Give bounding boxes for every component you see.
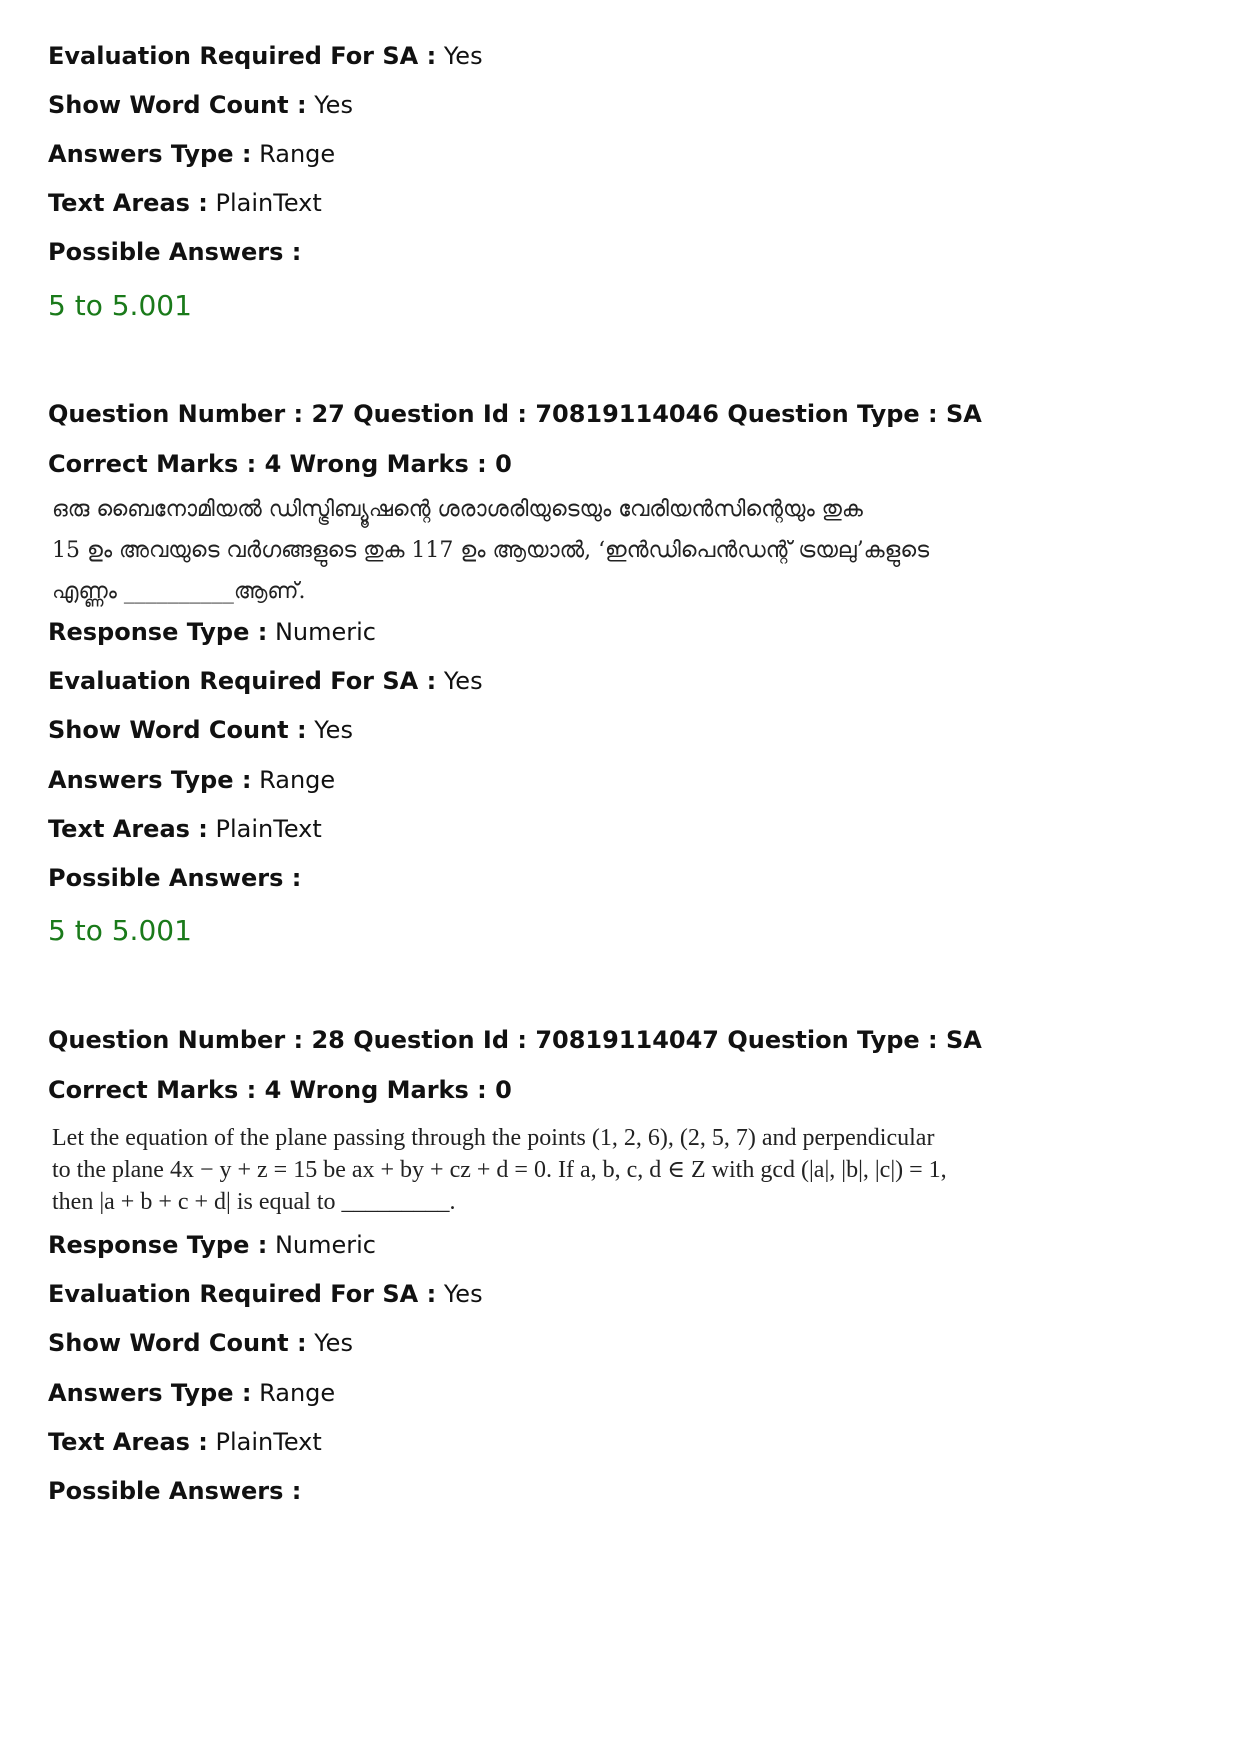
question-marks: Correct Marks : 4 Wrong Marks : 0 [48, 1076, 512, 1104]
text-areas-row: Text Areas : PlainText [48, 815, 322, 843]
response-type-row: Response Type : Numeric [48, 618, 376, 646]
possible-answer-value: 5 to 5.001 [48, 289, 192, 322]
answers-type-row: Answers Type : Range [48, 140, 336, 168]
evaluation-required-row: Evaluation Required For SA : Yes [48, 42, 483, 70]
answers-type-row: Answers Type : Range [48, 1379, 336, 1407]
possible-answers-label: Possible Answers : [48, 864, 302, 892]
evaluation-required-row: Evaluation Required For SA : Yes [48, 667, 483, 695]
question-text-line: ഒരു ബൈനോമിയൽ ഡിസ്ട്രിബ്യൂഷന്റെ ശരാശരിയുടെയും വേരിയൻസിന്റെയും തുക [52, 497, 863, 522]
question-header: Question Number : 27 Question Id : 70819114046 Question Type : SA [48, 400, 982, 428]
show-word-count-row: Show Word Count : Yes [48, 1329, 353, 1357]
question-header: Question Number : 28 Question Id : 70819114047 Question Type : SA [48, 1026, 982, 1054]
show-word-count-row: Show Word Count : Yes [48, 716, 353, 744]
answers-type-row: Answers Type : Range [48, 766, 336, 794]
possible-answers-label: Possible Answers : [48, 238, 302, 266]
evaluation-required-row: Evaluation Required For SA : Yes [48, 1280, 483, 1308]
question-text-line: 15 ഉം അവയുടെ വർഗങ്ങളുടെ തുക 117 ഉം ആയാൽ, ‘ഇൻഡിപെൻഡന്റ് ട്രയലു’കളുടെ [52, 538, 930, 563]
show-word-count-row: Show Word Count : Yes [48, 91, 353, 119]
possible-answers-label: Possible Answers : [48, 1477, 302, 1505]
question-text-english [52, 1122, 952, 1218]
text-areas-row: Text Areas : PlainText [48, 1428, 322, 1456]
question-marks: Correct Marks : 4 Wrong Marks : 0 [48, 450, 512, 478]
question-text-line: to the plane 4x − y + z = 15 be ax + by + cz + d = 0. If a, b, c, d ∈ Z with gcd (|a|, |b|, |c|) = 1, [52, 1157, 947, 1183]
text-areas-row: Text Areas : PlainText [48, 189, 322, 217]
question-text-line: എണ്ണം __________ആണ്. [52, 579, 306, 604]
question-text-malayalam [52, 489, 952, 612]
question-text-line: Let the equation of the plane passing through the points (1, 2, 6), (2, 5, 7) and perpendicular [52, 1125, 935, 1151]
question-text-line: then |a + b + c + d| is equal to _________. [52, 1189, 456, 1215]
possible-answer-value: 5 to 5.001 [48, 914, 192, 947]
response-type-row: Response Type : Numeric [48, 1231, 376, 1259]
